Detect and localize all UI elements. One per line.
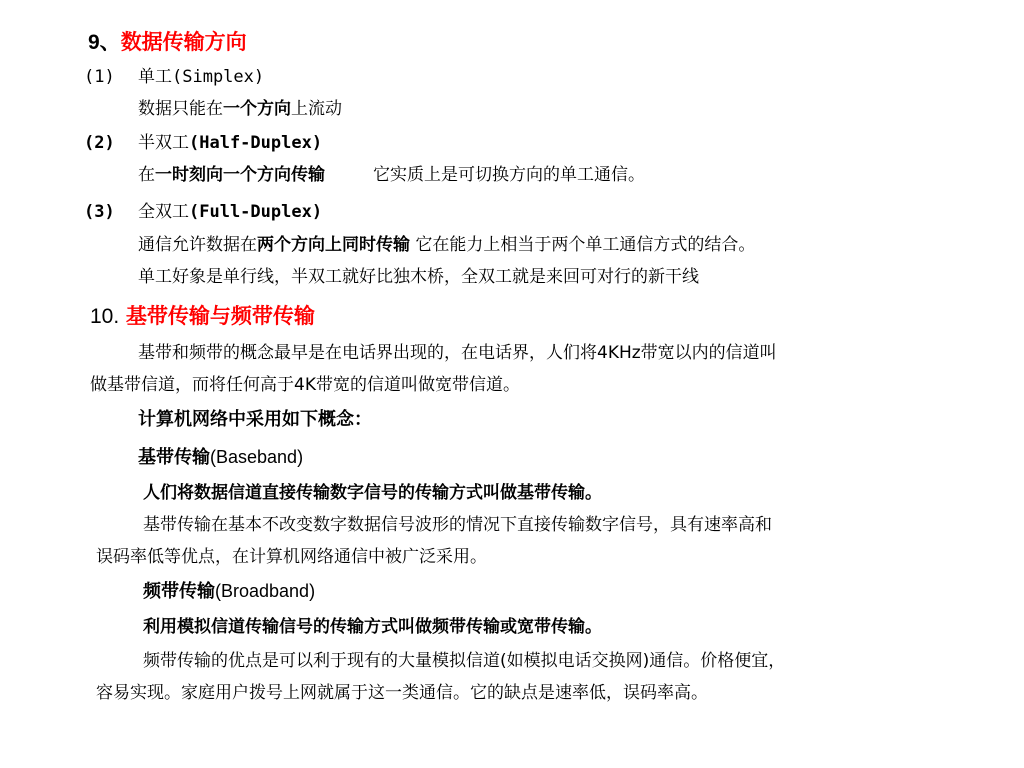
concepts-heading: 计算机网络中采用如下概念：: [138, 409, 372, 430]
term-english: (Baseband): [210, 447, 304, 467]
broadband-paragraph-line1: 频带传输的优点是可以利于现有的大量模拟信道(如模拟电话交换网)通信。价格便宜，: [143, 651, 786, 671]
intro-paragraph-line2: 做基带信道，而将任何高于4K带宽的信道叫做宽带信道。: [90, 375, 520, 395]
analogy-text: 单工好象是单行线，半双工就好比独木桥，全双工就是来回可对行的新干线: [138, 267, 699, 287]
section-number: 10.: [90, 305, 120, 328]
item-label: 全双工: [138, 202, 189, 222]
broadband-paragraph-line2: 容易实现。家庭用户拨号上网就属于这一类通信。它的缺点是速率低，误码率高。: [96, 683, 708, 703]
text-segment: 数据只能在: [138, 99, 223, 119]
text-segment: 在: [138, 165, 155, 185]
item-label: 半双工: [138, 133, 189, 153]
text-segment: 它在能力上相当于两个单工通信方式的结合。: [410, 235, 756, 255]
item-label: 单工: [138, 67, 172, 87]
full-duplex-description: [138, 233, 755, 257]
text-segment: 通信允许数据在: [138, 235, 257, 255]
broadband-heading: [143, 579, 315, 604]
section-title: 基带传输与频带传输: [125, 304, 315, 328]
baseband-definition: 人们将数据信道直接传输数字信号的传输方式叫做基带传输。: [143, 483, 602, 503]
item-english: (Full-Duplex): [189, 202, 323, 222]
baseband-heading: [138, 445, 303, 470]
text-segment: 它实质上是可切换方向的单工通信。: [373, 165, 645, 185]
item-index: (3): [84, 202, 115, 222]
item-english: (Half-Duplex): [189, 133, 323, 153]
item-index: (1): [84, 67, 115, 87]
section-number: 9、: [88, 31, 121, 54]
emphasis-text: 一时刻向一个方向传输: [155, 165, 325, 185]
intro-paragraph-line1: 基带和频带的概念最早是在电话界出现的，在电话界，人们将4KHz带宽以内的信道叫: [138, 343, 777, 363]
full-duplex-heading: [84, 200, 322, 224]
term-label: 频带传输: [143, 581, 215, 602]
term-english: (Broadband): [215, 581, 316, 601]
section-9-heading: [88, 28, 247, 57]
section-10-heading: [90, 302, 315, 331]
section-title: 数据传输方向: [120, 30, 247, 54]
item-index: (2): [84, 133, 115, 153]
broadband-definition: 利用模拟信道传输信号的传输方式叫做频带传输或宽带传输。: [143, 617, 602, 637]
term-label: 基带传输: [138, 447, 210, 468]
half-duplex-heading: [84, 131, 322, 155]
emphasis-text: 两个方向上同时传输: [257, 235, 410, 255]
emphasis-text: 一个方向: [223, 99, 291, 119]
half-duplex-description: [138, 163, 645, 187]
simplex-description: [138, 97, 342, 121]
text-segment: 上流动: [291, 99, 342, 119]
simplex-heading: [84, 65, 264, 89]
item-english: (Simplex): [172, 67, 265, 87]
baseband-paragraph-line2: 误码率低等优点，在计算机网络通信中被广泛采用。: [96, 547, 487, 567]
baseband-paragraph-line1: 基带传输在基本不改变数字数据信号波形的情况下直接传输数字信号，具有速率高和: [143, 515, 772, 535]
